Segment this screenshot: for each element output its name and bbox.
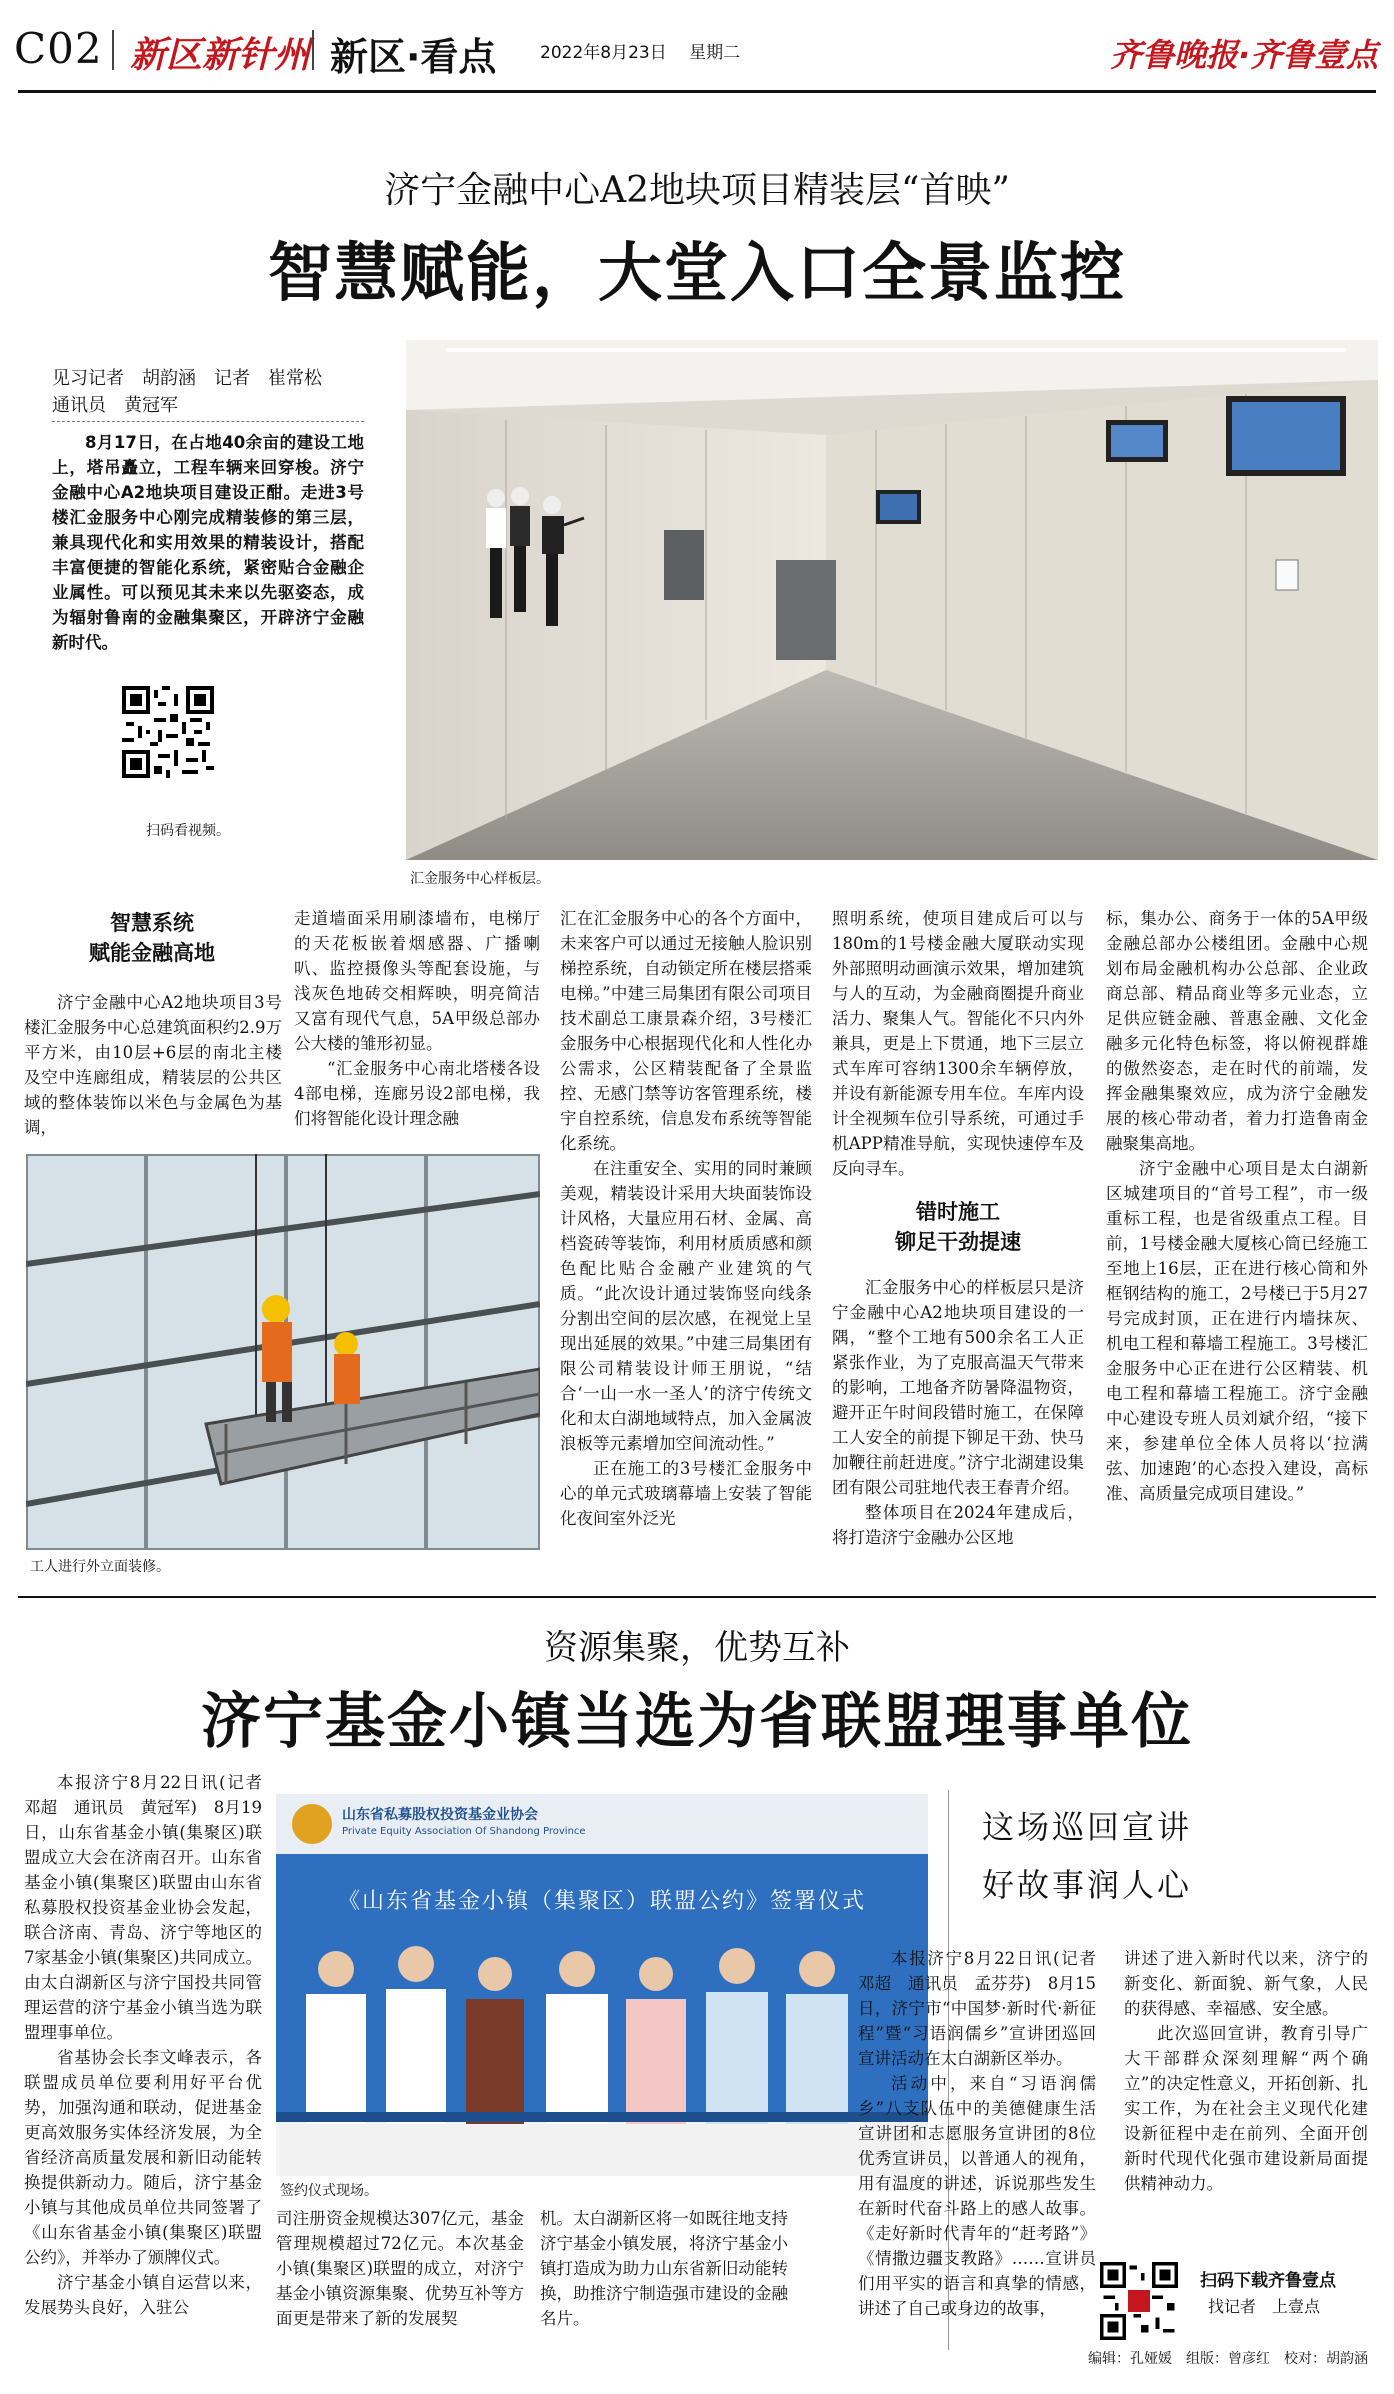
a2-column1-para3: 济宁基金小镇自运营以来，发展势头良好，入驻公 [24,2273,262,2317]
section-subtitle-staggered: 错时施工 铆足干劲提速 [895,1200,1021,1254]
weekday-text: 星期二 [689,43,741,63]
workers-photo [26,1154,540,1550]
article2-column2 [276,2206,524,2331]
page-credits: 编辑：孔娅媛 组版：曾彦红 校对：胡韵涵 [1088,2351,1368,2367]
banner-org-en: Private Equity Association Of Shandong Province [342,1826,586,1837]
a2-column1-para2: 省基协会长李文峰表示，各联盟成员单位要利用好平台优势，加强沟通和联动，促进基金更高效服务实体经济发展，为全省经济高质量发展和新旧动能转换提供新动力。随后，济宁基金小镇与其他成员单位共同签署了《山东省基金小镇(集聚区)联盟公约》，并举办了颁牌仪式。 [24,2048,262,2267]
column5-para2: 济宁金融中心项目是太白湖新区城建项目的“首号工程”，市一级重标工程，也是省级重点工程。目前，1号楼金融大厦核心筒已经施工至地上16层，正在进行核心筒和外框钢结构的施工，2号楼已于5月27号完成封顶，正在进行内墙抹灰、机电工程和幕墙工程施工。3号楼汇金服务中心正在进行公区精装、机电工程和幕墙工程施工。济宁金融中心建设专班人员刘斌介绍，“接下来，参建单位全体人员将以‘拉满弦、加速跑’的心态投入建设，高标准、高质量完成项目建设。” [1106,1159,1368,1503]
signing-illustration [276,1794,928,2176]
column4-para2: 汇金服务中心的样板层只是济宁金融中心A2地块项目建设的一隅，“整个工地有500余名工人正紧张作业，为了克服高温天气带来的影响，工地备齐防暑降温物资，避开正午时间段错时施工，在保障工人安全的前提下铆足干劲、快马加鞭往前赶进度。”济宁北湖建设集团有限公司驻地代表王春青介绍。 [832,1278,1084,1497]
workers-illustration [26,1154,540,1550]
signing-photo [276,1794,928,2176]
a2-column3-text: 机。太白湖新区将一如既往地支持济宁基金小镇发展，将济宁基金小镇打造成为助力山东省新旧动能转换，助推济宁制造强市建设的金融名片。 [540,2209,788,2328]
article3-title-line2: 好故事润人心 [982,1866,1193,1904]
byline-divider [52,421,364,423]
a2-column2-text: 司注册资金规模达307亿元，基金管理规模超过72亿元。本次基金小镇(集聚区)联盟的成立，对济宁基金小镇资源集聚、优势互补等方面更是带来了新的发展契 [276,2209,524,2328]
article1-column3 [560,906,812,1531]
section-subtitle-smart-system: 智慧系统 赋能金融高地 [89,911,215,965]
lobby-photo [406,340,1378,860]
article2-column1 [24,1770,279,2320]
article-separator [18,1596,1376,1598]
byline-reporters: 见习记者 胡韵涵 记者 崔常松 [52,368,322,389]
video-qr-code[interactable] [122,686,214,778]
issue-date [540,38,740,63]
date-text: 2022年8月23日 [540,43,667,63]
article1-lead [52,430,364,655]
promo-download: 扫码下载齐鲁壹点 [1200,2271,1336,2291]
column2-para1: 走道墙面采用刷漆墙布，电梯厅的天花板嵌着烟感器、广播喇叭、监控摄像头等配套设施，与浅灰色地砖交相辉映，明亮简洁又富有现代气息，5A甲级总部办公大楼的雏形初显。 [294,909,540,1053]
column5-para1: 标，集办公、商务于一体的5A甲级金融总部办公楼组团。金融中心规划布局金融机构办公总部、企业政商总部、精品商业等多元业态，立足供应链金融、普惠金融、文化金融多元化特色标签，将以俯视群雄的傲然姿态，走在时代的前端，发挥金融集聚效应，成为济宁金融发展的核心带动者，着力打造鲁南金融聚集高地。 [1106,909,1368,1153]
app-qr-code[interactable] [1100,2262,1178,2340]
a3-column2-para1: 讲述了进入新时代以来，济宁的新变化、新面貌、新气象，人民的获得感、幸福感、安全感。 [1124,1949,1368,2018]
banner-org-cn: 山东省私募股权投资基金业协会 [342,1807,538,1823]
page-number: C02 [14,24,103,73]
article2-headline: 济宁基金小镇当选为省联盟理事单位 [201,1687,1193,1757]
lobby-illustration [406,340,1378,860]
article1-column1 [24,990,282,1140]
section-logo: 新区新针州 [130,34,311,76]
article1-column5 [1106,906,1368,1506]
qr-caption: 扫码看视频。 [146,823,230,839]
lead-text: 8月17日，在占地40余亩的建设工地上，塔吊矗立，工程车辆来回穿梭。济宁金融中心A2地块项目建设正酣。走进3号楼汇金服务中心刚完成精装修的第三层，兼具现代化和实用效果的精装设计，搭配丰富便捷的智能化系统，紧密贴合金融企业属性。可以预见其未来以先驱姿态，成为辐射鲁南的金融集聚区，开辟济宁金融新时代。 [52,433,364,652]
article1-column2 [294,906,540,1131]
qr-code-icon [122,686,214,778]
article2-column3 [540,2206,788,2331]
masthead-divider [312,30,314,70]
a3-column1-para2: 活动中，来自“习语润儒乡”八支队伍中的美德健康生活宣讲团和志愿服务宣讲团的8位优秀宣讲员，以普通人的视角，用有温度的讲述，诉说那些发生在新时代奋斗路上的感人故事。《走好新时代青年的“赶考路”》《情撒边疆支教路》……宣讲员们用平实的语言和真挚的情感，讲述了自己或身边的故事， [858,2074,1096,2318]
promo-contact: 找记者 上壹点 [1208,2297,1321,2316]
masthead-divider [112,30,114,70]
column1-text: 济宁金融中心A2地块项目3号楼汇金服务中心总建筑面积约2.9万平方米，由10层+6层的南北主楼及空中连廊组成，精装层的公共区域的整体装饰以米色与金属色为基调， [24,993,282,1137]
lobby-photo-caption: 汇金服务中心样板层。 [410,871,550,887]
signing-photo-caption: 签约仪式现场。 [280,2183,378,2199]
column3-para2: 在注重安全、实用的同时兼顾美观，精装设计采用大块面装饰设计风格，大量应用石材、金属、高档瓷砖等装饰，利用材质质感和颜色配比贴合金融产业建筑的气质。“此次设计通过装饰竖向线条分割出空间的层次感，在视觉上呈现出延展的效果。”中建三局集团有限公司精装设计师王朋说，“结合‘一山一水一圣人’的济宁传统文化和太白湖地域特点，加入金属波浪板等元素增加空间流动性。” [560,1159,812,1453]
article3-title-line1: 这场巡回宣讲 [982,1808,1193,1846]
column3-para3: 正在施工的3号楼汇金服务中心的单元式玻璃幕墙上安装了智能化夜间室外泛光 [560,1459,812,1528]
article3-column2 [1124,1946,1368,2196]
brand-logo: 齐鲁晚报·齐鲁壹点 [1110,36,1379,74]
article3-column1 [858,1946,1113,2321]
a3-column2-para2: 此次巡回宣讲，教育引导广大干部群众深刻理解“两个确立”的决定性意义，开拓创新、扎实工作，为在社会主义现代化建设新征程中走在前列、全面开创新时代现代化强市建设新局面提供精神动力。 [1124,2024,1368,2193]
masthead-rule [18,90,1376,93]
article1-byline [52,365,362,419]
article1-column4 [832,906,1084,1550]
column2-para2: “汇金服务中心南北塔楼各设4部电梯，连廊另设2部电梯，我们将智能化设计理念融 [294,1059,540,1128]
a3-column1-para1: 本报济宁8月22日讯(记者 邓超 通讯员 孟芬芬) 8月15日，济宁市“中国梦·新时代·新征程”暨“习语润儒乡”宣讲团巡回宣讲活动在太白湖新区举办。 [858,1949,1113,2068]
workers-photo-caption: 工人进行外立面装修。 [30,1559,170,1575]
column4-para1: 照明系统，使项目建成后可以与180m的1号楼金融大厦联动实现外部照明动画演示效果，增加建筑与人的互动，为金融商圈提升商业活力、聚集人气。智能化不只内外兼具，更是上下贯通，地下三层立式车库可容纳1300余车辆停放，并设有新能源专用车位。车库内设计全视频车位引导系统，可通过手机APP精准导航，实现快速停车及反向寻车。 [832,909,1084,1178]
article1-kicker: 济宁金融中心A2地块项目精装层“首映” [384,170,1010,211]
a2-column1-para1: 本报济宁8月22日讯(记者 邓超 通讯员 黄冠军) 8月19日，山东省基金小镇(集聚区)联盟成立大会在济南召开。山东省基金小镇(集聚区)联盟由山东省私募股权投资基金业协会发起，联合济南、青岛、济宁等地区的7家基金小镇(集聚区)共同成立。由太白湖新区与济宁国投共同管理运营的济宁基金小镇当选为联盟理事单位。 [24,1773,279,2042]
section-title: 新区·看点 [330,35,497,79]
banner-event-title: 《山东省基金小镇（集聚区）联盟公约》签署仪式 [337,1889,866,1914]
column4-para3: 整体项目在2024年建成后，将打造济宁金融办公区地 [832,1503,1084,1547]
byline-correspondent: 通讯员 黄冠军 [52,395,178,416]
qr-code-icon [1100,2262,1178,2340]
article2-kicker: 资源集聚，优势互补 [544,1628,850,1668]
article1-headline: 智慧赋能，大堂入口全景监控 [268,237,1126,311]
column3-para1: 汇在汇金服务中心的各个方面中，未来客户可以通过无接触人脸识别梯控系统，自动锁定所在楼层搭乘电梯。”中建三局集团有限公司项目技术副总工康景森介绍，3号楼汇金服务中心根据现代化和人性化办公需求，公区精装配备了全景监控、无感门禁等访客管理系统，楼宇自控系统，信息发布系统等智能化系统。 [560,909,812,1153]
